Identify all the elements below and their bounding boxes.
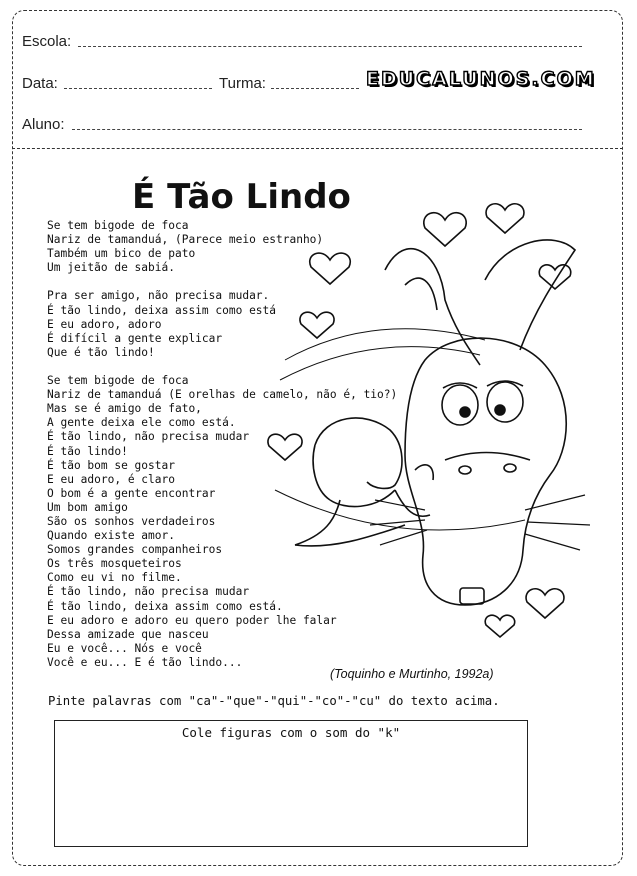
- poem-line: É tão bom se gostar: [47, 458, 175, 472]
- poem-line: Os três mosqueteiros: [47, 557, 182, 571]
- poem-credit: (Toquinho e Murtinho, 1992a): [330, 667, 494, 681]
- poem-line: É tão lindo, não precisa mudar: [47, 430, 250, 444]
- activity-instruction: Pinte palavras com "ca"-"que"-"qui"-"co"-"cu" do texto acima.: [48, 694, 500, 708]
- poem-line: Um bom amigo: [47, 500, 128, 514]
- heart-icon: [486, 204, 524, 233]
- poem-line: Também um bico de pato: [47, 247, 196, 261]
- header-separator: [12, 148, 623, 149]
- paste-box-label: Cole figuras com o som do "k": [181, 725, 401, 740]
- aluno-line[interactable]: [72, 129, 582, 130]
- heart-icon: [424, 213, 466, 246]
- poem-line: E eu adoro e adoro eu quero poder lhe falar: [47, 613, 337, 627]
- poem-line: Dessa amizade que nasceu: [47, 627, 209, 641]
- escola-label: Escola:: [22, 33, 72, 50]
- poem-line: É tão lindo, deixa assim como está: [47, 303, 277, 317]
- poem-line: Se tem bigode de foca: [47, 374, 189, 388]
- poem-line: A gente deixa ele como está.: [47, 416, 236, 430]
- poem-line: [47, 275, 397, 289]
- escola-line[interactable]: [78, 46, 582, 47]
- poem-line: Pra ser amigo, não precisa mudar.: [47, 289, 270, 303]
- poem-line: Quando existe amor.: [47, 529, 175, 543]
- heart-icon: [539, 265, 571, 289]
- poem-line: Como eu vi no filme.: [47, 571, 182, 585]
- poem-title: É Tão Lindo: [132, 177, 351, 217]
- poem-line: É difícil a gente explicar: [47, 331, 223, 345]
- poem-line: É tão lindo, não precisa mudar: [47, 585, 250, 599]
- poem-line: E eu adoro, é claro: [47, 472, 175, 486]
- poem-text: [47, 219, 397, 670]
- poem-line: São os sonhos verdadeiros: [47, 514, 216, 528]
- turma-line[interactable]: [271, 88, 359, 89]
- poem-line: Nariz de tamanduá (E orelhas de camelo, não é, tio?): [47, 388, 398, 402]
- heart-icon: [526, 589, 564, 618]
- paste-pictures-box[interactable]: [54, 720, 528, 847]
- educalunos-logo: EDUCALUNOS.COM: [366, 68, 596, 90]
- poem-line: É tão lindo, deixa assim como está.: [47, 599, 283, 613]
- data-line[interactable]: [64, 88, 212, 89]
- poem-line: Que é tão lindo!: [47, 345, 155, 359]
- poem-line: [47, 360, 397, 374]
- poem-line: E eu adoro, adoro: [47, 317, 162, 331]
- turma-label: Turma:: [219, 75, 266, 92]
- poem-line: Somos grandes companheiros: [47, 543, 223, 557]
- poem-line: Um jeitão de sabiá.: [47, 261, 175, 275]
- data-label: Data:: [22, 75, 58, 92]
- poem-line: Se tem bigode de foca: [47, 219, 189, 232]
- poem-line: Mas se é amigo de fato,: [47, 402, 202, 416]
- poem-line: Eu e você... Nós e você: [47, 641, 202, 655]
- heart-icon: [485, 615, 515, 637]
- poem-line: Nariz de tamanduá, (Parece meio estranho): [47, 233, 324, 247]
- poem-line: O bom é a gente encontrar: [47, 486, 216, 500]
- poem-line: Você e eu... E é tão lindo...: [47, 655, 243, 669]
- aluno-label: Aluno:: [22, 116, 65, 133]
- poem-line: É tão lindo!: [47, 444, 128, 458]
